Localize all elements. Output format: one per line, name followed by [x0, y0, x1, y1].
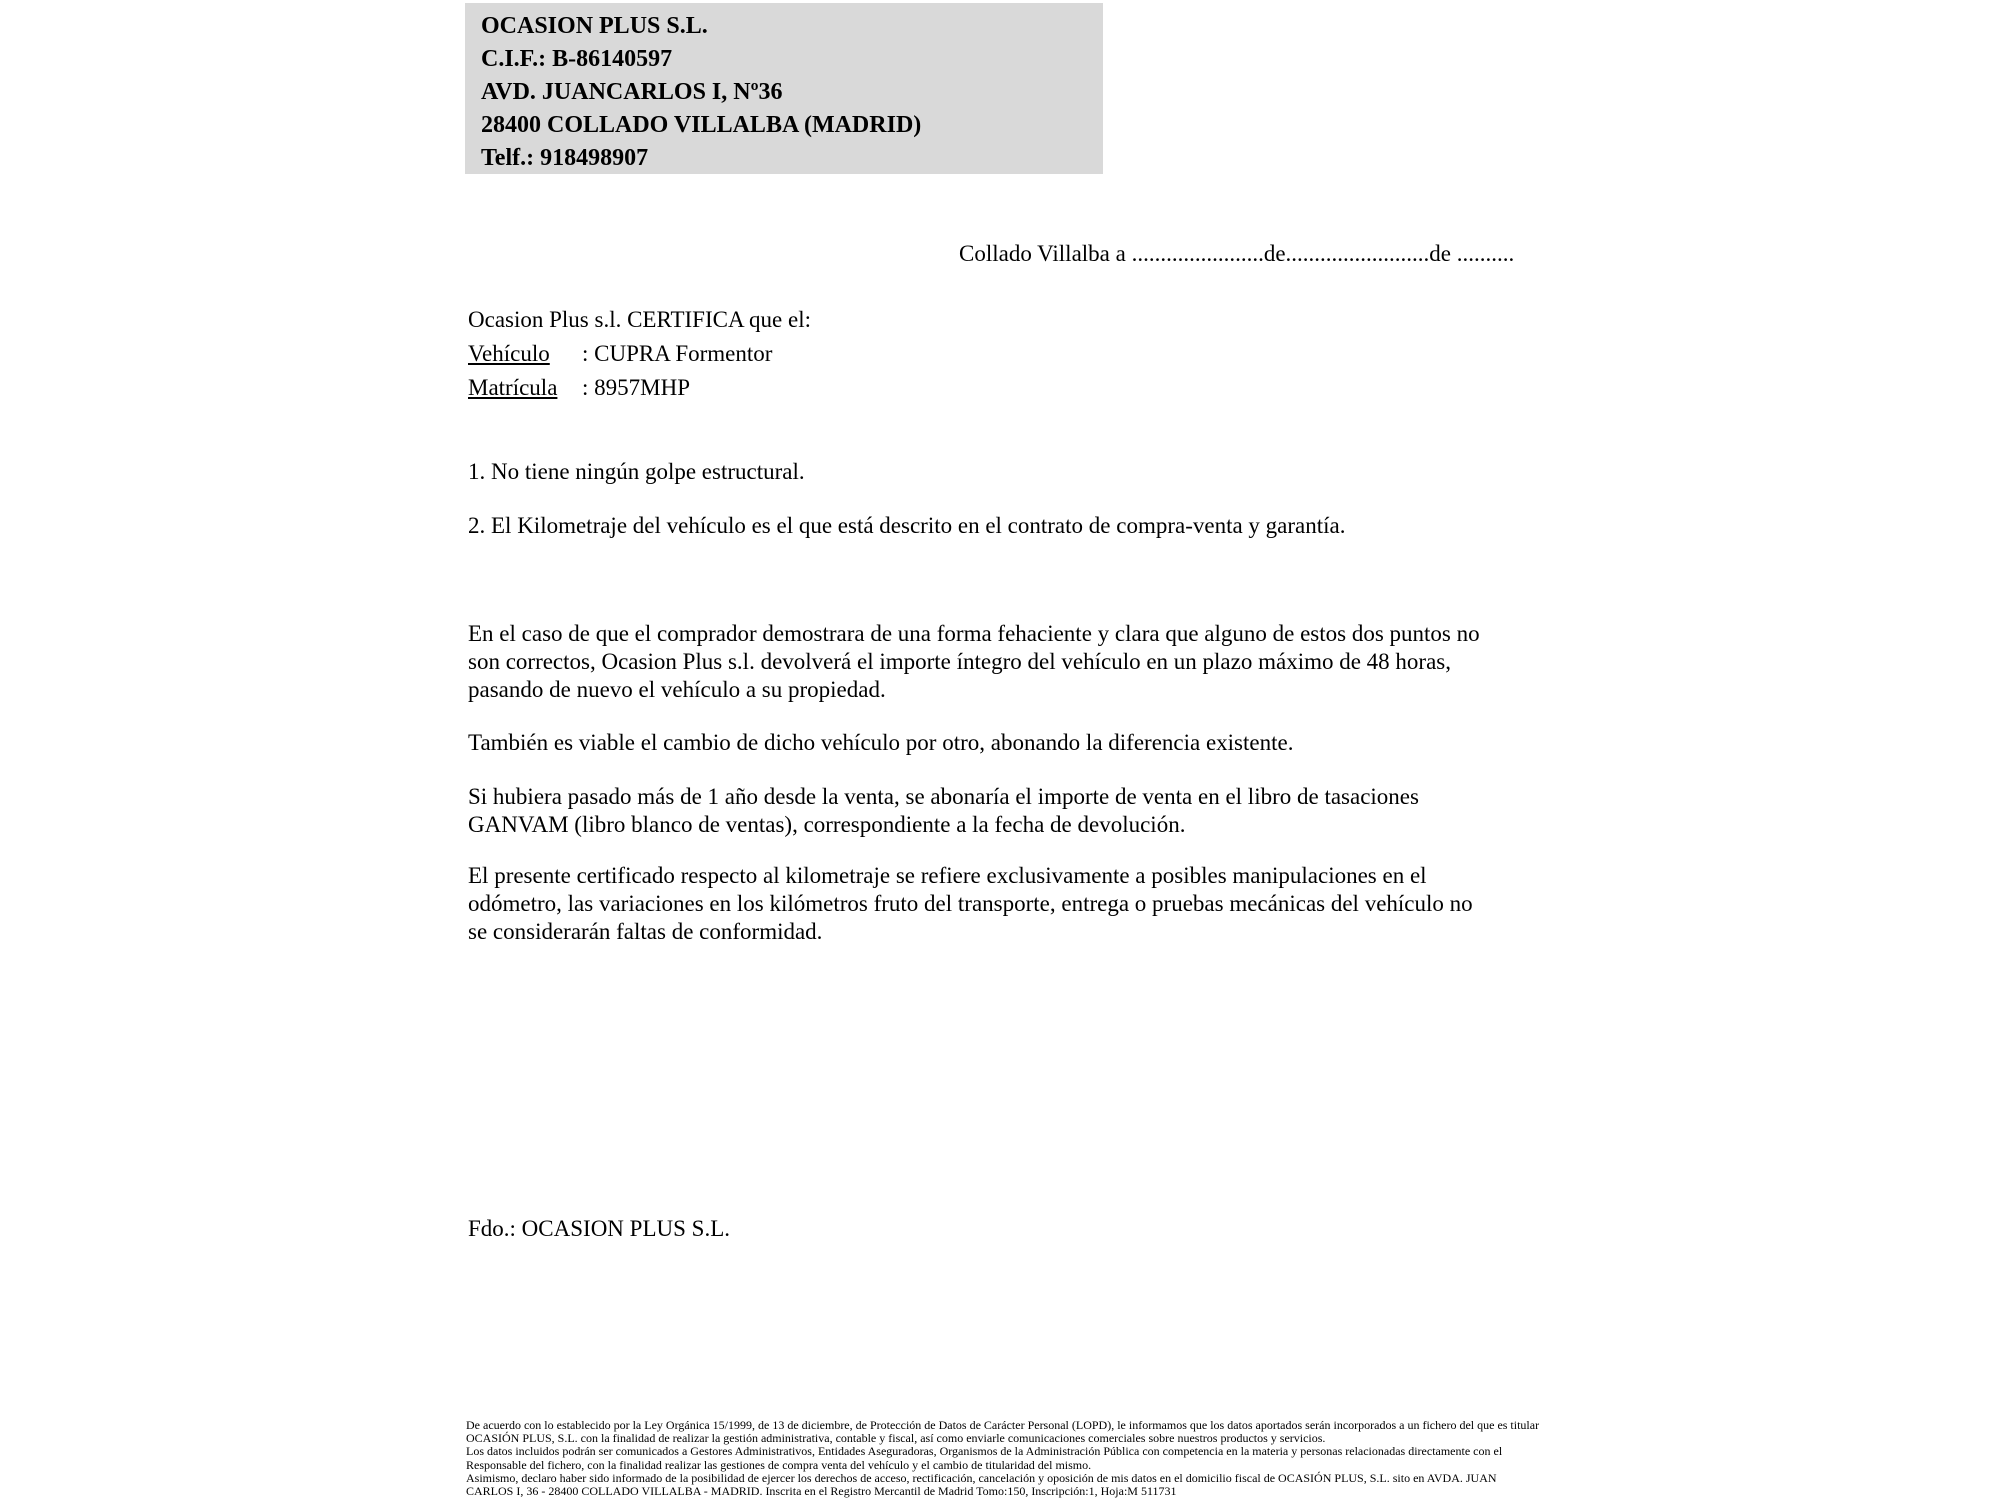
company-header-box — [465, 3, 1103, 174]
legal-footer-line: Responsable del fichero, con la finalidad realizar las gestiones de compra venta del vehículo y el cambio de titularidad del mismo. — [466, 1457, 1092, 1472]
company-cif: C.I.F.: B-86140597 — [481, 46, 673, 72]
plate-field-label: Matrícula — [468, 375, 558, 400]
vehicle-field-label: Vehículo — [468, 341, 550, 366]
plate-field-row — [468, 371, 811, 405]
company-name: OCASION PLUS S.L. — [481, 13, 708, 39]
certification-intro: Ocasion Plus s.l. CERTIFICA que el: — [468, 307, 811, 332]
company-phone: Telf.: 918498907 — [481, 145, 649, 171]
refund-paragraph — [468, 620, 1480, 704]
refund-paragraph-line: son correctos, Ocasion Plus s.l. devolverá el importe íntegro del vehículo en un plazo máximo de 48 horas, — [468, 649, 1452, 674]
odometer-paragraph-line: odómetro, las variaciones en los kilómetros fruto del transporte, entrega o pruebas mecánicas del vehículo no — [468, 891, 1473, 916]
exchange-paragraph — [468, 729, 1293, 757]
vehicle-field-value: : CUPRA Formentor — [582, 341, 773, 366]
legal-footer-line: De acuerdo con lo establecido por la Ley Orgánica 15/1999, de 13 de diciembre, de Protección de Datos de Carácter Personal (LOPD), le informamos que los datos aportados serán incorporados a un fichero del que es titular — [466, 1418, 1540, 1432]
signature-line: Fdo.: OCASION PLUS S.L. — [468, 1216, 730, 1241]
ganvam-paragraph — [468, 783, 1419, 839]
legal-footer — [466, 1419, 1539, 1498]
company-city: 28400 COLLADO VILLALBA (MADRID) — [481, 112, 922, 138]
exchange-paragraph-line: También es viable el cambio de dicho vehículo por otro, abonando la diferencia existente. — [468, 730, 1294, 755]
legal-footer-line: Los datos incluidos podrán ser comunicados a Gestores Administrativos, Entidades Aseguradoras, Organismos de la Administración Pública con competencia en la materia y personas relacionadas directamente con el — [466, 1444, 1503, 1459]
plate-field-value: : 8957MHP — [582, 375, 690, 400]
legal-footer-line: OCASIÓN PLUS, S.L. con la finalidad de realizar la gestión administrativa, contable y fiscal, así como enviarle comunicaciones comerciales sobre nuestros productos y servicios. — [466, 1431, 1326, 1446]
company-address: AVD. JUANCARLOS I, Nº36 — [481, 79, 783, 105]
odometer-paragraph-line: El presente certificado respecto al kilometraje se refiere exclusivamente a posibles manipulaciones en el — [468, 863, 1427, 888]
vehicle-field-row — [468, 337, 811, 371]
certification-block — [468, 303, 811, 405]
refund-paragraph-line: pasando de nuevo el vehículo a su propiedad. — [468, 677, 886, 702]
ganvam-paragraph-line: Si hubiera pasado más de 1 año desde la venta, se abonaría el importe de venta en el libro de tasaciones — [468, 784, 1419, 809]
ganvam-paragraph-line: GANVAM (libro blanco de ventas), correspondiente a la fecha de devolución. — [468, 812, 1186, 837]
legal-footer-line: CARLOS I, 36 - 28400 COLLADO VILLALBA - MADRID. Inscrita en el Registro Mercantil de Madrid Tomo:150, Inscripción:1, Hoja:M 511731 — [466, 1484, 1177, 1499]
certified-point-1: 1. No tiene ningún golpe estructural. — [468, 459, 805, 484]
legal-footer-line: Asimismo, declaro haber sido informado de la posibilidad de ejercer los derechos de acceso, rectificación, cancelación y oposición de mis datos en el domicilio fiscal de OCASIÓN PLUS, S.L. sito en AVDA. JUAN — [466, 1470, 1497, 1485]
odometer-paragraph — [468, 862, 1473, 946]
date-fill-in-line: Collado Villalba a .......................de.........................de .......... — [959, 241, 1515, 266]
odometer-paragraph-line: se considerarán faltas de conformidad. — [468, 919, 823, 944]
certified-point-2: 2. El Kilometraje del vehículo es el que está descrito en el contrato de compra-venta y garantía. — [468, 513, 1346, 538]
refund-paragraph-line: En el caso de que el comprador demostrara de una forma fehaciente y clara que alguno de estos dos puntos no — [468, 621, 1480, 646]
